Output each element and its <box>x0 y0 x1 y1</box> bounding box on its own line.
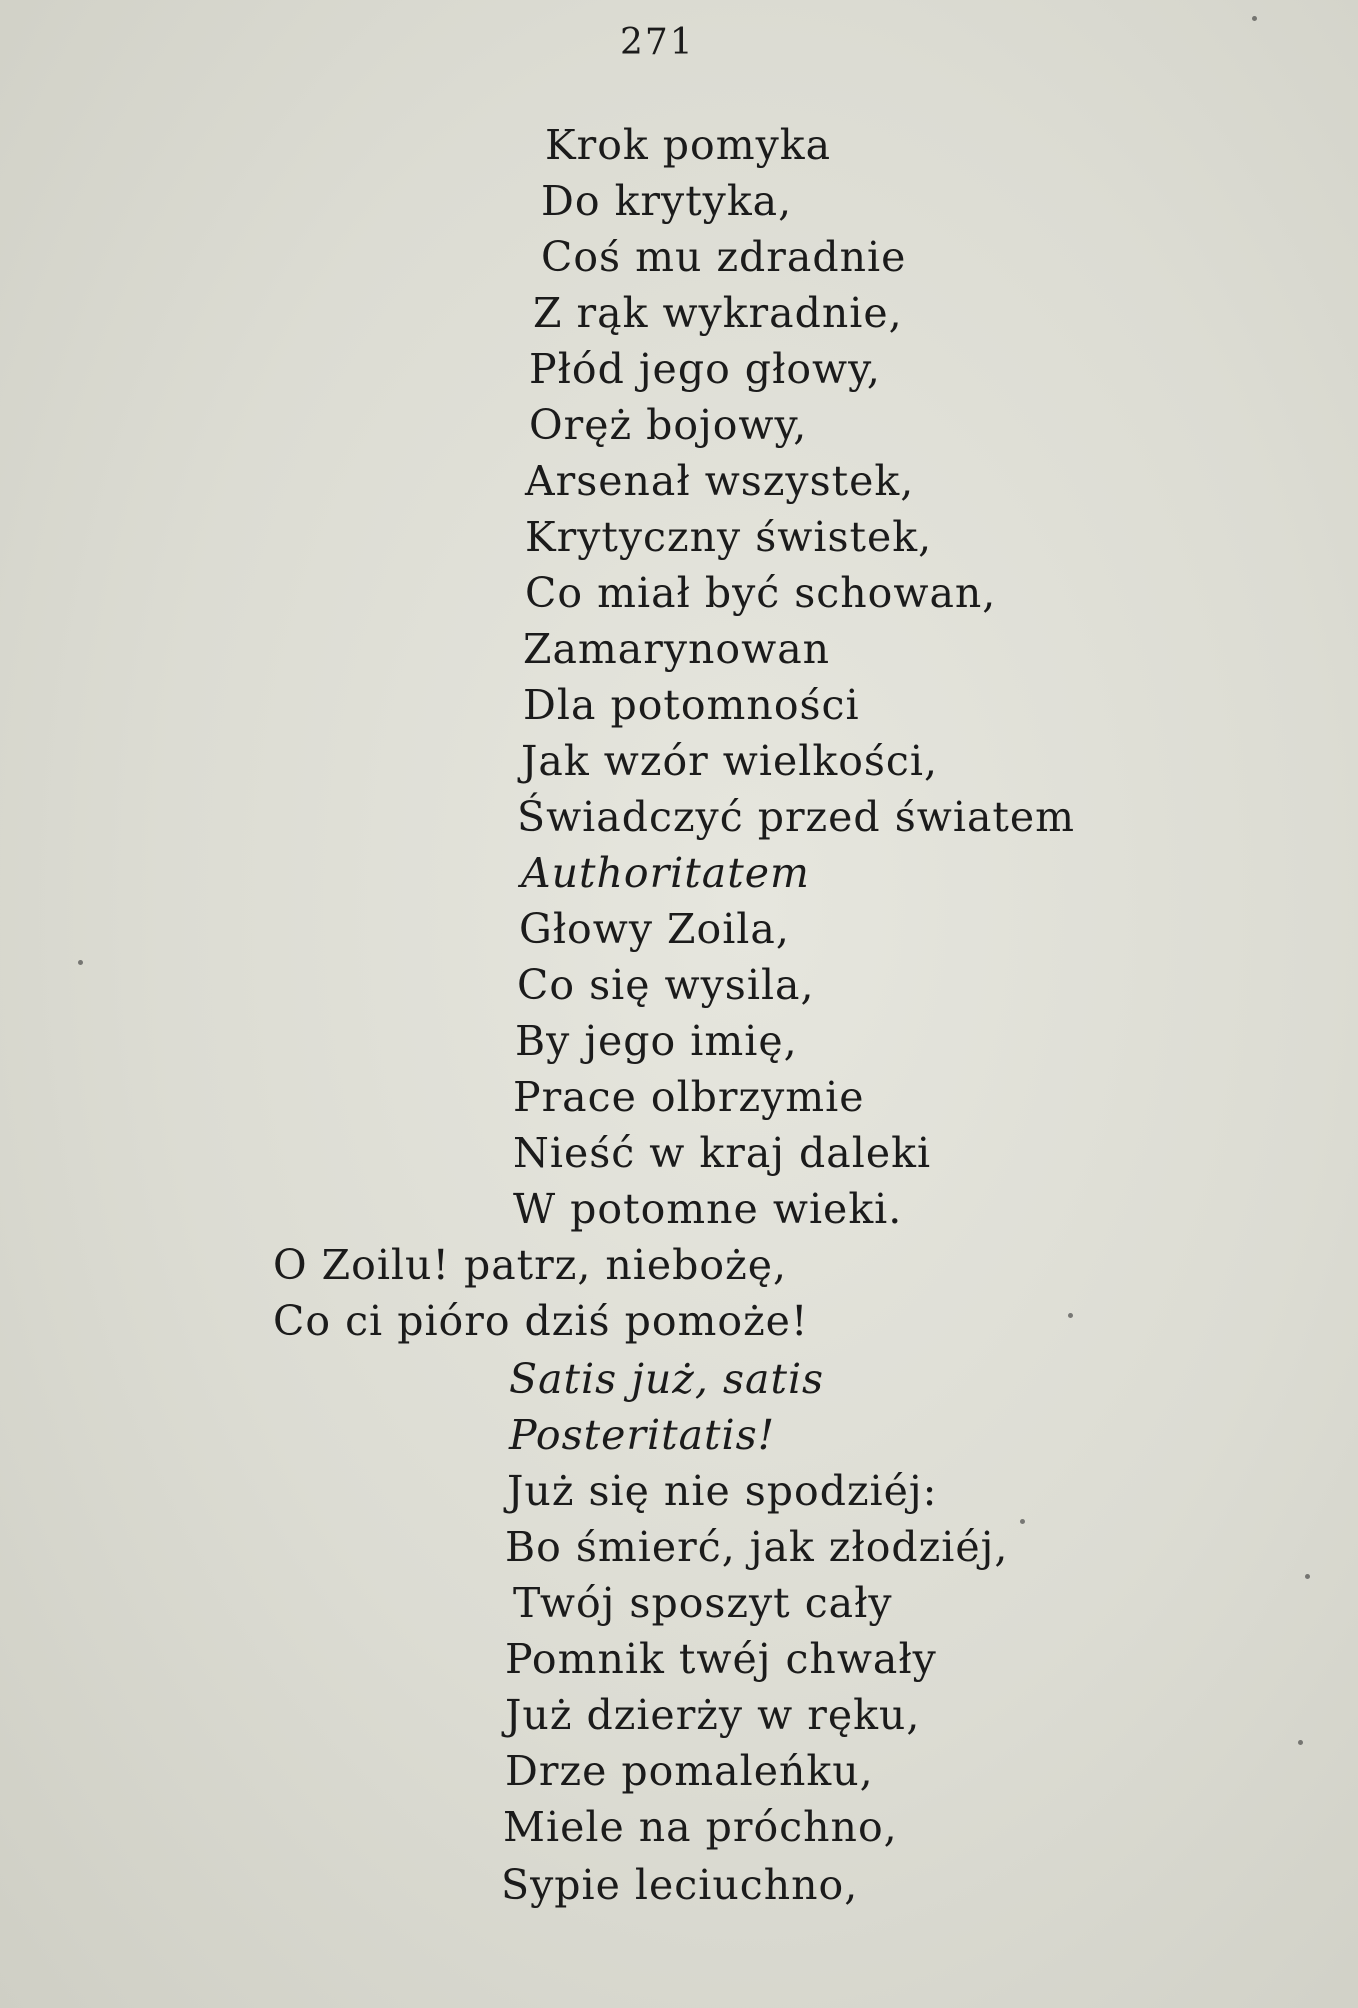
verse-line: Dla potomności <box>523 681 860 729</box>
verse-line: Głowy Zoila, <box>519 905 790 953</box>
verse-line: Bo śmierć, jak złodziéj, <box>505 1523 1009 1571</box>
page-number: 271 <box>620 22 695 63</box>
paper-speck <box>1305 1574 1310 1579</box>
verse-line: Sypie leciuchno, <box>501 1861 859 1909</box>
paper-speck <box>78 960 83 965</box>
verse-line: Do krytyka, <box>541 177 793 225</box>
verse-line-latin: Satis już, satis <box>509 1355 825 1403</box>
paper-speck <box>1068 1313 1073 1318</box>
verse-line: By jego imię, <box>515 1017 798 1065</box>
verse-line: Zamarynowan <box>523 625 831 673</box>
verse-line: Prace olbrzymie <box>513 1073 865 1121</box>
verse-line: Co miał być schowan, <box>525 569 997 617</box>
verse-line: Krytyczny świstek, <box>525 513 933 561</box>
verse-line-latin: Posteritatis! <box>509 1411 776 1459</box>
verse-line: Krok pomyka <box>545 121 832 169</box>
verse-line: Jak wzór wielkości, <box>521 737 939 785</box>
verse-line: Co ci pióro dziś pomoże! <box>273 1297 809 1345</box>
verse-line: W potomne wieki. <box>513 1185 903 1233</box>
verse-line: O Zoilu! patrz, niebożę, <box>273 1241 787 1289</box>
verse-line: Twój sposzyt cały <box>513 1579 893 1627</box>
verse-line: Drze pomaleńku, <box>505 1747 874 1795</box>
paper-speck <box>1252 16 1257 21</box>
verse-line: Już dzierży w ręku, <box>505 1691 921 1739</box>
verse-line: Coś mu zdradnie <box>541 233 907 281</box>
paper-speck <box>1298 1740 1303 1745</box>
verse-line: Z rąk wykradnie, <box>533 289 903 337</box>
verse-line: Co się wysila, <box>517 961 815 1009</box>
verse-line: Świadczyć przed światem <box>517 793 1076 841</box>
verse-line: Nieść w kraj daleki <box>513 1129 932 1177</box>
verse-line-latin: Authoritatem <box>521 849 810 897</box>
verse-line: Pomnik twéj chwały <box>505 1635 937 1683</box>
paper-speck <box>1020 1519 1025 1524</box>
verse-line: Arsenał wszystek, <box>525 457 915 505</box>
verse-line: Płód jego głowy, <box>529 345 881 393</box>
verse-line: Miele na próchno, <box>503 1803 898 1851</box>
verse-line: Już się nie spodziéj: <box>507 1467 938 1515</box>
verse-line: Oręż bojowy, <box>529 401 808 449</box>
